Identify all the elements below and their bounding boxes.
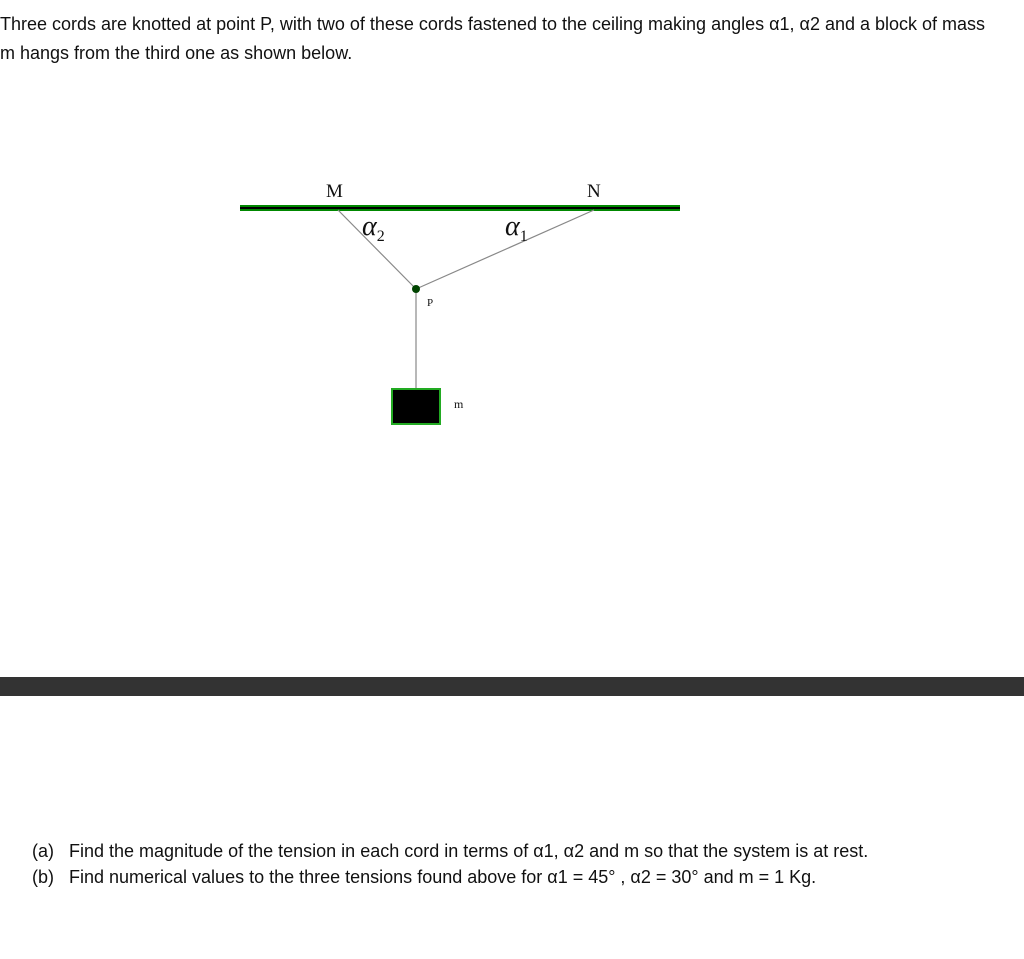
label-n-point: N bbox=[587, 181, 601, 202]
label-m-point: M bbox=[326, 181, 343, 202]
label-alpha2-subscript: 2 bbox=[376, 228, 385, 245]
label-alpha2-symbol: α bbox=[362, 211, 377, 242]
question-b-text: Find numerical values to the three tensions found above for α1 = 45° , α2 = 30° and m = 1 Kg. bbox=[69, 867, 817, 887]
knot-point-p bbox=[412, 285, 420, 293]
problem-statement: Three cords are knotted at point P, with two of these cords fastened to the ceiling making angles α1, α2 and a block of mass m hangs from the third one as shown below. bbox=[0, 14, 986, 63]
mass-block bbox=[392, 389, 440, 424]
label-p: P bbox=[427, 297, 434, 309]
question-a-marker: (a) bbox=[32, 841, 54, 861]
question-b-marker: (b) bbox=[32, 867, 54, 887]
question-b bbox=[32, 864, 932, 890]
question-list bbox=[32, 838, 932, 890]
label-mass: m bbox=[454, 397, 464, 411]
section-divider bbox=[0, 677, 1024, 696]
label-alpha1-subscript: 1 bbox=[519, 228, 528, 245]
label-alpha1 bbox=[505, 211, 528, 245]
ceiling-bar-core bbox=[240, 207, 680, 209]
question-a bbox=[32, 838, 932, 864]
force-diagram bbox=[0, 160, 1024, 450]
question-a-text: Find the magnitude of the tension in each cord in terms of α1, α2 and m so that the system is at rest. bbox=[69, 841, 869, 861]
label-alpha1-symbol: α bbox=[505, 211, 520, 242]
label-alpha2 bbox=[362, 211, 385, 245]
cord-left bbox=[338, 210, 416, 289]
